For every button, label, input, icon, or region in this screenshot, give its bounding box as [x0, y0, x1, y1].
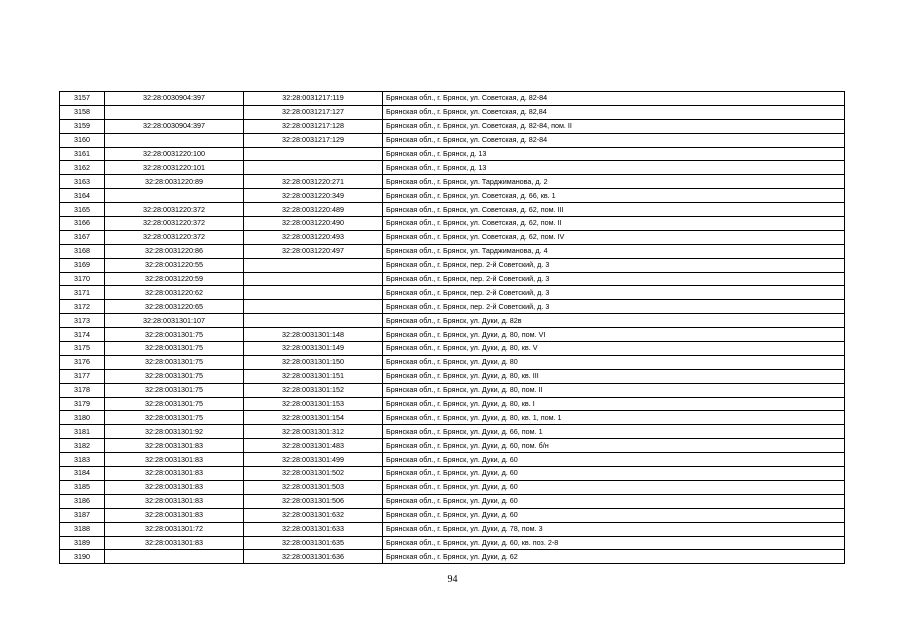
address-cell: Брянская обл., г. Брянск, пер. 2-й Советский, д. 3 — [383, 286, 845, 300]
address-cell: Брянская обл., г. Брянск, ул. Дуки, д. 80, кв. 1, пом. 1 — [383, 411, 845, 425]
table-row — [60, 119, 845, 133]
row-number-cell: 3186 — [60, 494, 105, 508]
address-cell: Брянская обл., г. Брянск, пер. 2-й Советский, д. 3 — [383, 300, 845, 314]
table-row — [60, 397, 845, 411]
row-number-cell: 3176 — [60, 355, 105, 369]
cadastral-number-object-cell: 32:28:0031301:152 — [244, 383, 383, 397]
row-number-cell: 3182 — [60, 439, 105, 453]
address-cell: Брянская обл., г. Брянск, ул. Советская, д. 62, пом. IV — [383, 230, 845, 244]
cadastral-number-land-cell: 32:28:0031220:372 — [105, 230, 244, 244]
cadastral-number-land-cell: 32:28:0030904:397 — [105, 119, 244, 133]
cadastral-number-object-cell: 32:28:0031217:129 — [244, 133, 383, 147]
cadastral-number-object-cell: 32:28:0031301:503 — [244, 480, 383, 494]
cadastral-number-land-cell: 32:28:0031301:107 — [105, 314, 244, 328]
table-row — [60, 133, 845, 147]
table-row — [60, 92, 845, 106]
address-cell: Брянская обл., г. Брянск, ул. Дуки, д. 60, пом. б/н — [383, 439, 845, 453]
cadastral-number-land-cell: 32:28:0031220:101 — [105, 161, 244, 175]
cadastral-number-land-cell: 32:28:0031301:83 — [105, 467, 244, 481]
cadastral-number-object-cell — [244, 147, 383, 161]
table-row — [60, 147, 845, 161]
cadastral-number-land-cell: 32:28:0031301:75 — [105, 328, 244, 342]
address-cell: Брянская обл., г. Брянск, ул. Дуки, д. 66, пом. 1 — [383, 425, 845, 439]
cadastral-number-object-cell: 32:28:0031301:148 — [244, 328, 383, 342]
cadastral-number-land-cell: 32:28:0031301:92 — [105, 425, 244, 439]
row-number-cell: 3173 — [60, 314, 105, 328]
row-number-cell: 3172 — [60, 300, 105, 314]
cadastral-number-land-cell — [105, 550, 244, 564]
address-cell: Брянская обл., г. Брянск, ул. Дуки, д. 60 — [383, 508, 845, 522]
address-cell: Брянская обл., г. Брянск, ул. Советская, д. 62, пом. III — [383, 203, 845, 217]
address-cell: Брянская обл., г. Брянск, ул. Советская, д. 66, кв. 1 — [383, 189, 845, 203]
cadastral-number-object-cell: 32:28:0031217:128 — [244, 119, 383, 133]
cadastral-number-land-cell — [105, 189, 244, 203]
table-row — [60, 258, 845, 272]
address-cell: Брянская обл., г. Брянск, ул. Советская, д. 62, пом. II — [383, 217, 845, 231]
cadastral-number-land-cell: 32:28:0031301:83 — [105, 536, 244, 550]
cadastral-number-land-cell: 32:28:0031301:75 — [105, 342, 244, 356]
address-cell: Брянская обл., г. Брянск, ул. Советская, д. 82,84 — [383, 105, 845, 119]
cadastral-number-object-cell: 32:28:0031301:483 — [244, 439, 383, 453]
table-row — [60, 369, 845, 383]
cadastral-number-object-cell: 32:28:0031301:502 — [244, 467, 383, 481]
address-cell: Брянская обл., г. Брянск, ул. Дуки, д. 78, пом. 3 — [383, 522, 845, 536]
row-number-cell: 3175 — [60, 342, 105, 356]
cadastral-number-object-cell: 32:28:0031220:493 — [244, 230, 383, 244]
table-row — [60, 244, 845, 258]
cadastral-number-land-cell: 32:28:0031301:75 — [105, 383, 244, 397]
row-number-cell: 3166 — [60, 217, 105, 231]
row-number-cell: 3161 — [60, 147, 105, 161]
address-cell: Брянская обл., г. Брянск, ул. Дуки, д. 80, пом. VI — [383, 328, 845, 342]
address-cell: Брянская обл., г. Брянск, ул. Дуки, д. 80, кв. V — [383, 342, 845, 356]
cadastral-number-land-cell: 32:28:0031220:372 — [105, 217, 244, 231]
table-row — [60, 300, 845, 314]
cadastral-number-object-cell — [244, 161, 383, 175]
table-row — [60, 522, 845, 536]
row-number-cell: 3187 — [60, 508, 105, 522]
cadastral-number-object-cell: 32:28:0031301:499 — [244, 453, 383, 467]
cadastral-number-land-cell: 32:28:0031301:75 — [105, 369, 244, 383]
address-cell: Брянская обл., г. Брянск, пер. 2-й Советский, д. 3 — [383, 272, 845, 286]
address-cell: Брянская обл., г. Брянск, ул. Советская, д. 82-84 — [383, 92, 845, 106]
address-cell: Брянская обл., г. Брянск, ул. Советская, д. 82-84, пом. II — [383, 119, 845, 133]
row-number-cell: 3180 — [60, 411, 105, 425]
address-cell: Брянская обл., г. Брянск, ул. Дуки, д. 62 — [383, 550, 845, 564]
cadastral-number-land-cell: 32:28:0031301:83 — [105, 480, 244, 494]
cadastral-number-land-cell: 32:28:0031301:75 — [105, 355, 244, 369]
row-number-cell: 3169 — [60, 258, 105, 272]
cadastral-number-land-cell: 32:28:0031220:89 — [105, 175, 244, 189]
cadastral-number-land-cell: 32:28:0031301:83 — [105, 508, 244, 522]
cadastral-number-land-cell: 32:28:0031220:62 — [105, 286, 244, 300]
address-cell: Брянская обл., г. Брянск, ул. Дуки, д. 60 — [383, 480, 845, 494]
cadastral-number-land-cell: 32:28:0031220:86 — [105, 244, 244, 258]
table-row — [60, 175, 845, 189]
address-cell: Брянская обл., г. Брянск, ул. Дуки, д. 60 — [383, 453, 845, 467]
table-row — [60, 467, 845, 481]
cadastral-number-object-cell: 32:28:0031220:349 — [244, 189, 383, 203]
address-cell: Брянская обл., г. Брянск, пер. 2-й Советский, д. 3 — [383, 258, 845, 272]
row-number-cell: 3179 — [60, 397, 105, 411]
address-cell: Брянская обл., г. Брянск, ул. Дуки, д. 80, пом. II — [383, 383, 845, 397]
table-row — [60, 508, 845, 522]
row-number-cell: 3157 — [60, 92, 105, 106]
cadastral-number-object-cell: 32:28:0031301:149 — [244, 342, 383, 356]
table-row — [60, 272, 845, 286]
row-number-cell: 3158 — [60, 105, 105, 119]
cadastral-number-land-cell: 32:28:0031220:100 — [105, 147, 244, 161]
page-number: 94 — [447, 574, 458, 585]
table-row — [60, 425, 845, 439]
address-cell: Брянская обл., г. Брянск, ул. Дуки, д. 82в — [383, 314, 845, 328]
row-number-cell: 3168 — [60, 244, 105, 258]
table-row — [60, 536, 845, 550]
table-row — [60, 342, 845, 356]
row-number-cell: 3167 — [60, 230, 105, 244]
cadastral-number-object-cell: 32:28:0031301:312 — [244, 425, 383, 439]
row-number-cell: 3160 — [60, 133, 105, 147]
address-cell: Брянская обл., г. Брянск, ул. Дуки, д. 60 — [383, 467, 845, 481]
row-number-cell: 3170 — [60, 272, 105, 286]
cadastral-number-land-cell: 32:28:0031301:75 — [105, 397, 244, 411]
cadastral-number-land-cell: 32:28:0031220:59 — [105, 272, 244, 286]
cadastral-number-land-cell: 32:28:0030904:397 — [105, 92, 244, 106]
row-number-cell: 3184 — [60, 467, 105, 481]
row-number-cell: 3178 — [60, 383, 105, 397]
row-number-cell: 3189 — [60, 536, 105, 550]
cadastral-number-object-cell: 32:28:0031301:154 — [244, 411, 383, 425]
table-row — [60, 314, 845, 328]
table-row — [60, 480, 845, 494]
cadastral-number-object-cell — [244, 300, 383, 314]
table-row — [60, 355, 845, 369]
cadastral-number-object-cell: 32:28:0031301:151 — [244, 369, 383, 383]
row-number-cell: 3171 — [60, 286, 105, 300]
cadastral-number-land-cell: 32:28:0031301:75 — [105, 411, 244, 425]
row-number-cell: 3163 — [60, 175, 105, 189]
cadastral-number-object-cell — [244, 272, 383, 286]
cadastral-number-object-cell: 32:28:0031220:497 — [244, 244, 383, 258]
address-cell: Брянская обл., г. Брянск, ул. Дуки, д. 60 — [383, 494, 845, 508]
row-number-cell: 3188 — [60, 522, 105, 536]
cadastral-number-land-cell: 32:28:0031220:372 — [105, 203, 244, 217]
row-number-cell: 3164 — [60, 189, 105, 203]
cadastral-number-object-cell: 32:28:0031301:633 — [244, 522, 383, 536]
address-cell: Брянская обл., г. Брянск, ул. Дуки, д. 80, кв. III — [383, 369, 845, 383]
table-row — [60, 161, 845, 175]
table-row — [60, 439, 845, 453]
table-row — [60, 453, 845, 467]
address-cell: Брянская обл., г. Брянск, ул. Тарджиманова, д. 2 — [383, 175, 845, 189]
cadastral-number-land-cell: 32:28:0031220:55 — [105, 258, 244, 272]
address-cell: Брянская обл., г. Брянск, ул. Дуки, д. 80, кв. I — [383, 397, 845, 411]
cadastral-number-object-cell: 32:28:0031220:489 — [244, 203, 383, 217]
cadastral-number-land-cell: 32:28:0031301:83 — [105, 439, 244, 453]
cadastral-table — [59, 91, 845, 564]
cadastral-number-object-cell: 32:28:0031301:506 — [244, 494, 383, 508]
cadastral-number-land-cell — [105, 105, 244, 119]
table-row — [60, 328, 845, 342]
cadastral-number-object-cell: 32:28:0031217:119 — [244, 92, 383, 106]
table-row — [60, 494, 845, 508]
cadastral-number-object-cell: 32:28:0031301:635 — [244, 536, 383, 550]
row-number-cell: 3183 — [60, 453, 105, 467]
cadastral-number-object-cell: 32:28:0031301:150 — [244, 355, 383, 369]
cadastral-number-land-cell: 32:28:0031301:83 — [105, 494, 244, 508]
table-row — [60, 105, 845, 119]
row-number-cell: 3165 — [60, 203, 105, 217]
cadastral-number-object-cell: 32:28:0031301:636 — [244, 550, 383, 564]
table-row — [60, 230, 845, 244]
table-row — [60, 550, 845, 564]
cadastral-number-object-cell — [244, 314, 383, 328]
table-row — [60, 286, 845, 300]
table-body — [60, 92, 845, 564]
row-number-cell: 3174 — [60, 328, 105, 342]
table-row — [60, 217, 845, 231]
cadastral-number-land-cell: 32:28:0031220:65 — [105, 300, 244, 314]
row-number-cell: 3159 — [60, 119, 105, 133]
cadastral-number-object-cell: 32:28:0031220:490 — [244, 217, 383, 231]
address-cell: Брянская обл., г. Брянск, ул. Дуки, д. 80 — [383, 355, 845, 369]
table-row — [60, 203, 845, 217]
table-row — [60, 411, 845, 425]
cadastral-number-land-cell: 32:28:0031301:83 — [105, 453, 244, 467]
row-number-cell: 3181 — [60, 425, 105, 439]
address-cell: Брянская обл., г. Брянск, ул. Дуки, д. 60, кв. поз. 2-8 — [383, 536, 845, 550]
table-row — [60, 383, 845, 397]
cadastral-number-object-cell — [244, 258, 383, 272]
row-number-cell: 3185 — [60, 480, 105, 494]
row-number-cell: 3162 — [60, 161, 105, 175]
table-row — [60, 189, 845, 203]
cadastral-number-object-cell: 32:28:0031301:632 — [244, 508, 383, 522]
address-cell: Брянская обл., г. Брянск, д. 13 — [383, 161, 845, 175]
cadastral-number-object-cell: 32:28:0031301:153 — [244, 397, 383, 411]
row-number-cell: 3177 — [60, 369, 105, 383]
address-cell: Брянская обл., г. Брянск, ул. Тарджиманова, д. 4 — [383, 244, 845, 258]
cadastral-number-land-cell — [105, 133, 244, 147]
cadastral-number-object-cell: 32:28:0031220:271 — [244, 175, 383, 189]
cadastral-number-object-cell: 32:28:0031217:127 — [244, 105, 383, 119]
cadastral-number-object-cell — [244, 286, 383, 300]
row-number-cell: 3190 — [60, 550, 105, 564]
address-cell: Брянская обл., г. Брянск, д. 13 — [383, 147, 845, 161]
cadastral-number-land-cell: 32:28:0031301:72 — [105, 522, 244, 536]
address-cell: Брянская обл., г. Брянск, ул. Советская, д. 82-84 — [383, 133, 845, 147]
